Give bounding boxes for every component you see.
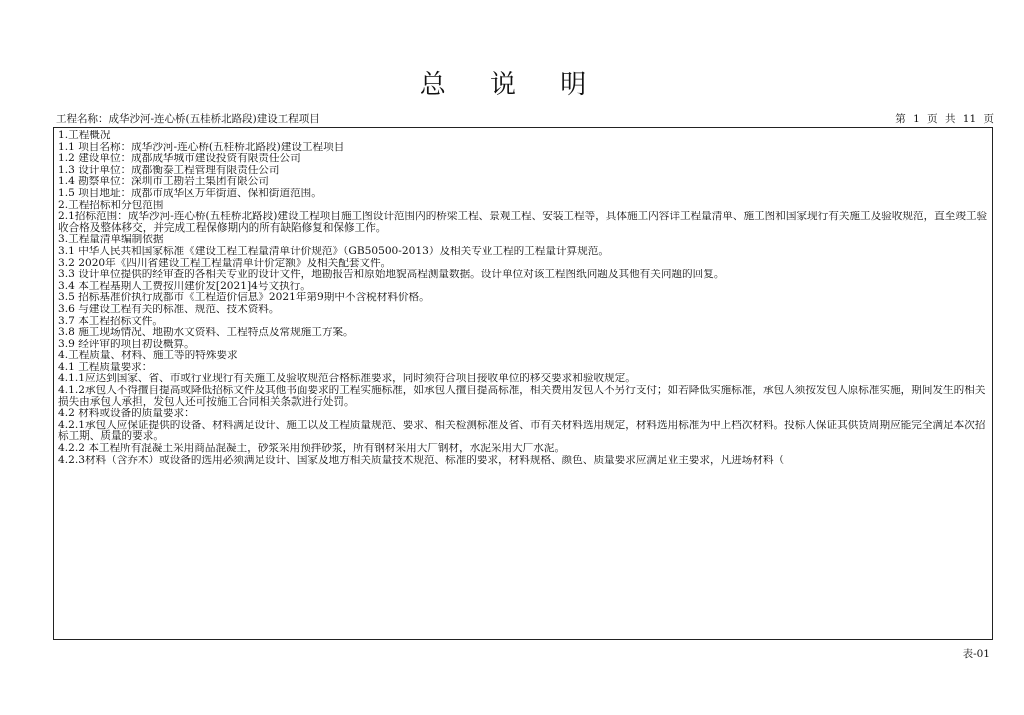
line-3-3: 3.3 设计单位提供的经审查的各相关专业的设计文件，地勘报告和原始地貌高程测量数据。设计单位对该工程图纸问题及其他有关问题的回复。 — [58, 269, 725, 281]
line-3-2: 3.2 2020年《四川省建设工程工程量清单计价定额》及相关配套文件。 — [58, 257, 392, 269]
line-section-4: 4.工程质量、材料、施工等的特殊要求 — [58, 350, 238, 362]
line-2-1: 2.1招标范围：成华沙河-连心桥(五桂桥北路段)建设工程项目施工图设计范围内的桥梁工程、景观工程、安装工程等，具体施工内容详工程量清单、施工图和国家现行有关施工及验收规范，直至竣工验收合格及整体移交，并完成工程保修期内的所有缺陷修复和保修工作。 — [58, 211, 988, 234]
line-3-4: 3.4 本工程基期人工费按川建价发[2021]4号文执行。 — [58, 280, 311, 292]
line-1-4: 1.4 勘察单位：深圳市工勘岩土集团有限公司 — [58, 176, 269, 188]
line-1-2: 1.2 建设单位：成都成华城市建设投资有限责任公司 — [58, 153, 301, 165]
line-section-3: 3.工程量清单编制依据 — [58, 234, 164, 246]
line-4-2-1: 4.2.1承包人应保证提供的设备、材料满足设计、施工以及工程质量规范、要求、相关检测标准及省、市有关材料选用规定，材料选用标准为中上档次材料。投标人保证其供货周期应能完全满足本次招标工期、质量的要求。 — [58, 419, 986, 443]
line-3-9: 3.9 经评审的项目初设概算。 — [58, 338, 195, 350]
line-4-1-1: 4.1.1应达到国家、省、市或行业现行有关施工及验收规范合格标准要求，同时须符合项目接收单位的移交要求和验收规定。 — [58, 373, 636, 385]
line-3-5: 3.5 招标基准价执行成都市《工程造价信息》2021年第9期中不含税材料价格。 — [58, 292, 430, 304]
line-section-1: 1.工程概况 — [58, 130, 111, 141]
content-box — [53, 127, 993, 640]
line-1-5: 1.5 项目地址：成都市成华区万年街道、保和街道范围。 — [58, 187, 322, 199]
project-name: 工程名称：成华沙河-连心桥(五桂桥北路段)建设工程项目 — [56, 113, 320, 125]
line-3-8: 3.8 施工现场情况、地勘水文资料、工程特点及常规施工方案。 — [58, 327, 354, 339]
line-3-1: 3.1 中华人民共和国家标准《建设工程工程量清单计价规范》（GB50500-2013）及相关专业工程的工程量计算规范。 — [58, 245, 609, 257]
page-title: 总 说 明 — [419, 70, 605, 100]
form-number: 表-01 — [962, 648, 990, 660]
line-1-3: 1.3 设计单位：成都衡泰工程管理有限责任公司 — [58, 164, 280, 176]
line-section-2: 2.工程招标和分包范围 — [58, 199, 164, 211]
line-4-1-2: 4.1.2承包人不得擅自提高或降低招标文件及其他书面要求的工程实施标准，如承包人擅自提高标准，相关费用发包人不另行支付；如若降低实施标准，承包人须按发包人原标准实施，期间发生的相关损失由承包人承担，发包人还可按施工合同相关条款进行处罚。 — [58, 385, 986, 408]
line-4-2-2: 4.2.2 本工程所有混凝土采用商品混凝土，砂浆采用预拌砂浆，所有钢材采用大厂钢材，水泥采用大厂水泥。 — [58, 443, 566, 455]
line-1-1: 1.1 项目名称：成华沙河-连心桥(五桂桥北路段)建设工程项目 — [58, 141, 345, 153]
line-4-1: 4.1 工程质量要求： — [58, 361, 153, 373]
page-indicator: 第 1 页 共 11 页 — [895, 113, 994, 125]
line-4-2: 4.2 材料或设备的质量要求： — [58, 408, 195, 420]
header-row — [56, 111, 994, 127]
line-3-7: 3.7 本工程招标文件。 — [58, 315, 163, 327]
line-4-2-3: 4.2.3材料（含乔木）或设备的选用必须满足设计、国家及地方相关质量技术规范、标准的要求，材料规格、颜色、质量要求应满足业主要求，凡进场材料（ — [58, 454, 785, 466]
line-3-6: 3.6 与建设工程有关的标准、规范、技术资料。 — [58, 303, 280, 315]
